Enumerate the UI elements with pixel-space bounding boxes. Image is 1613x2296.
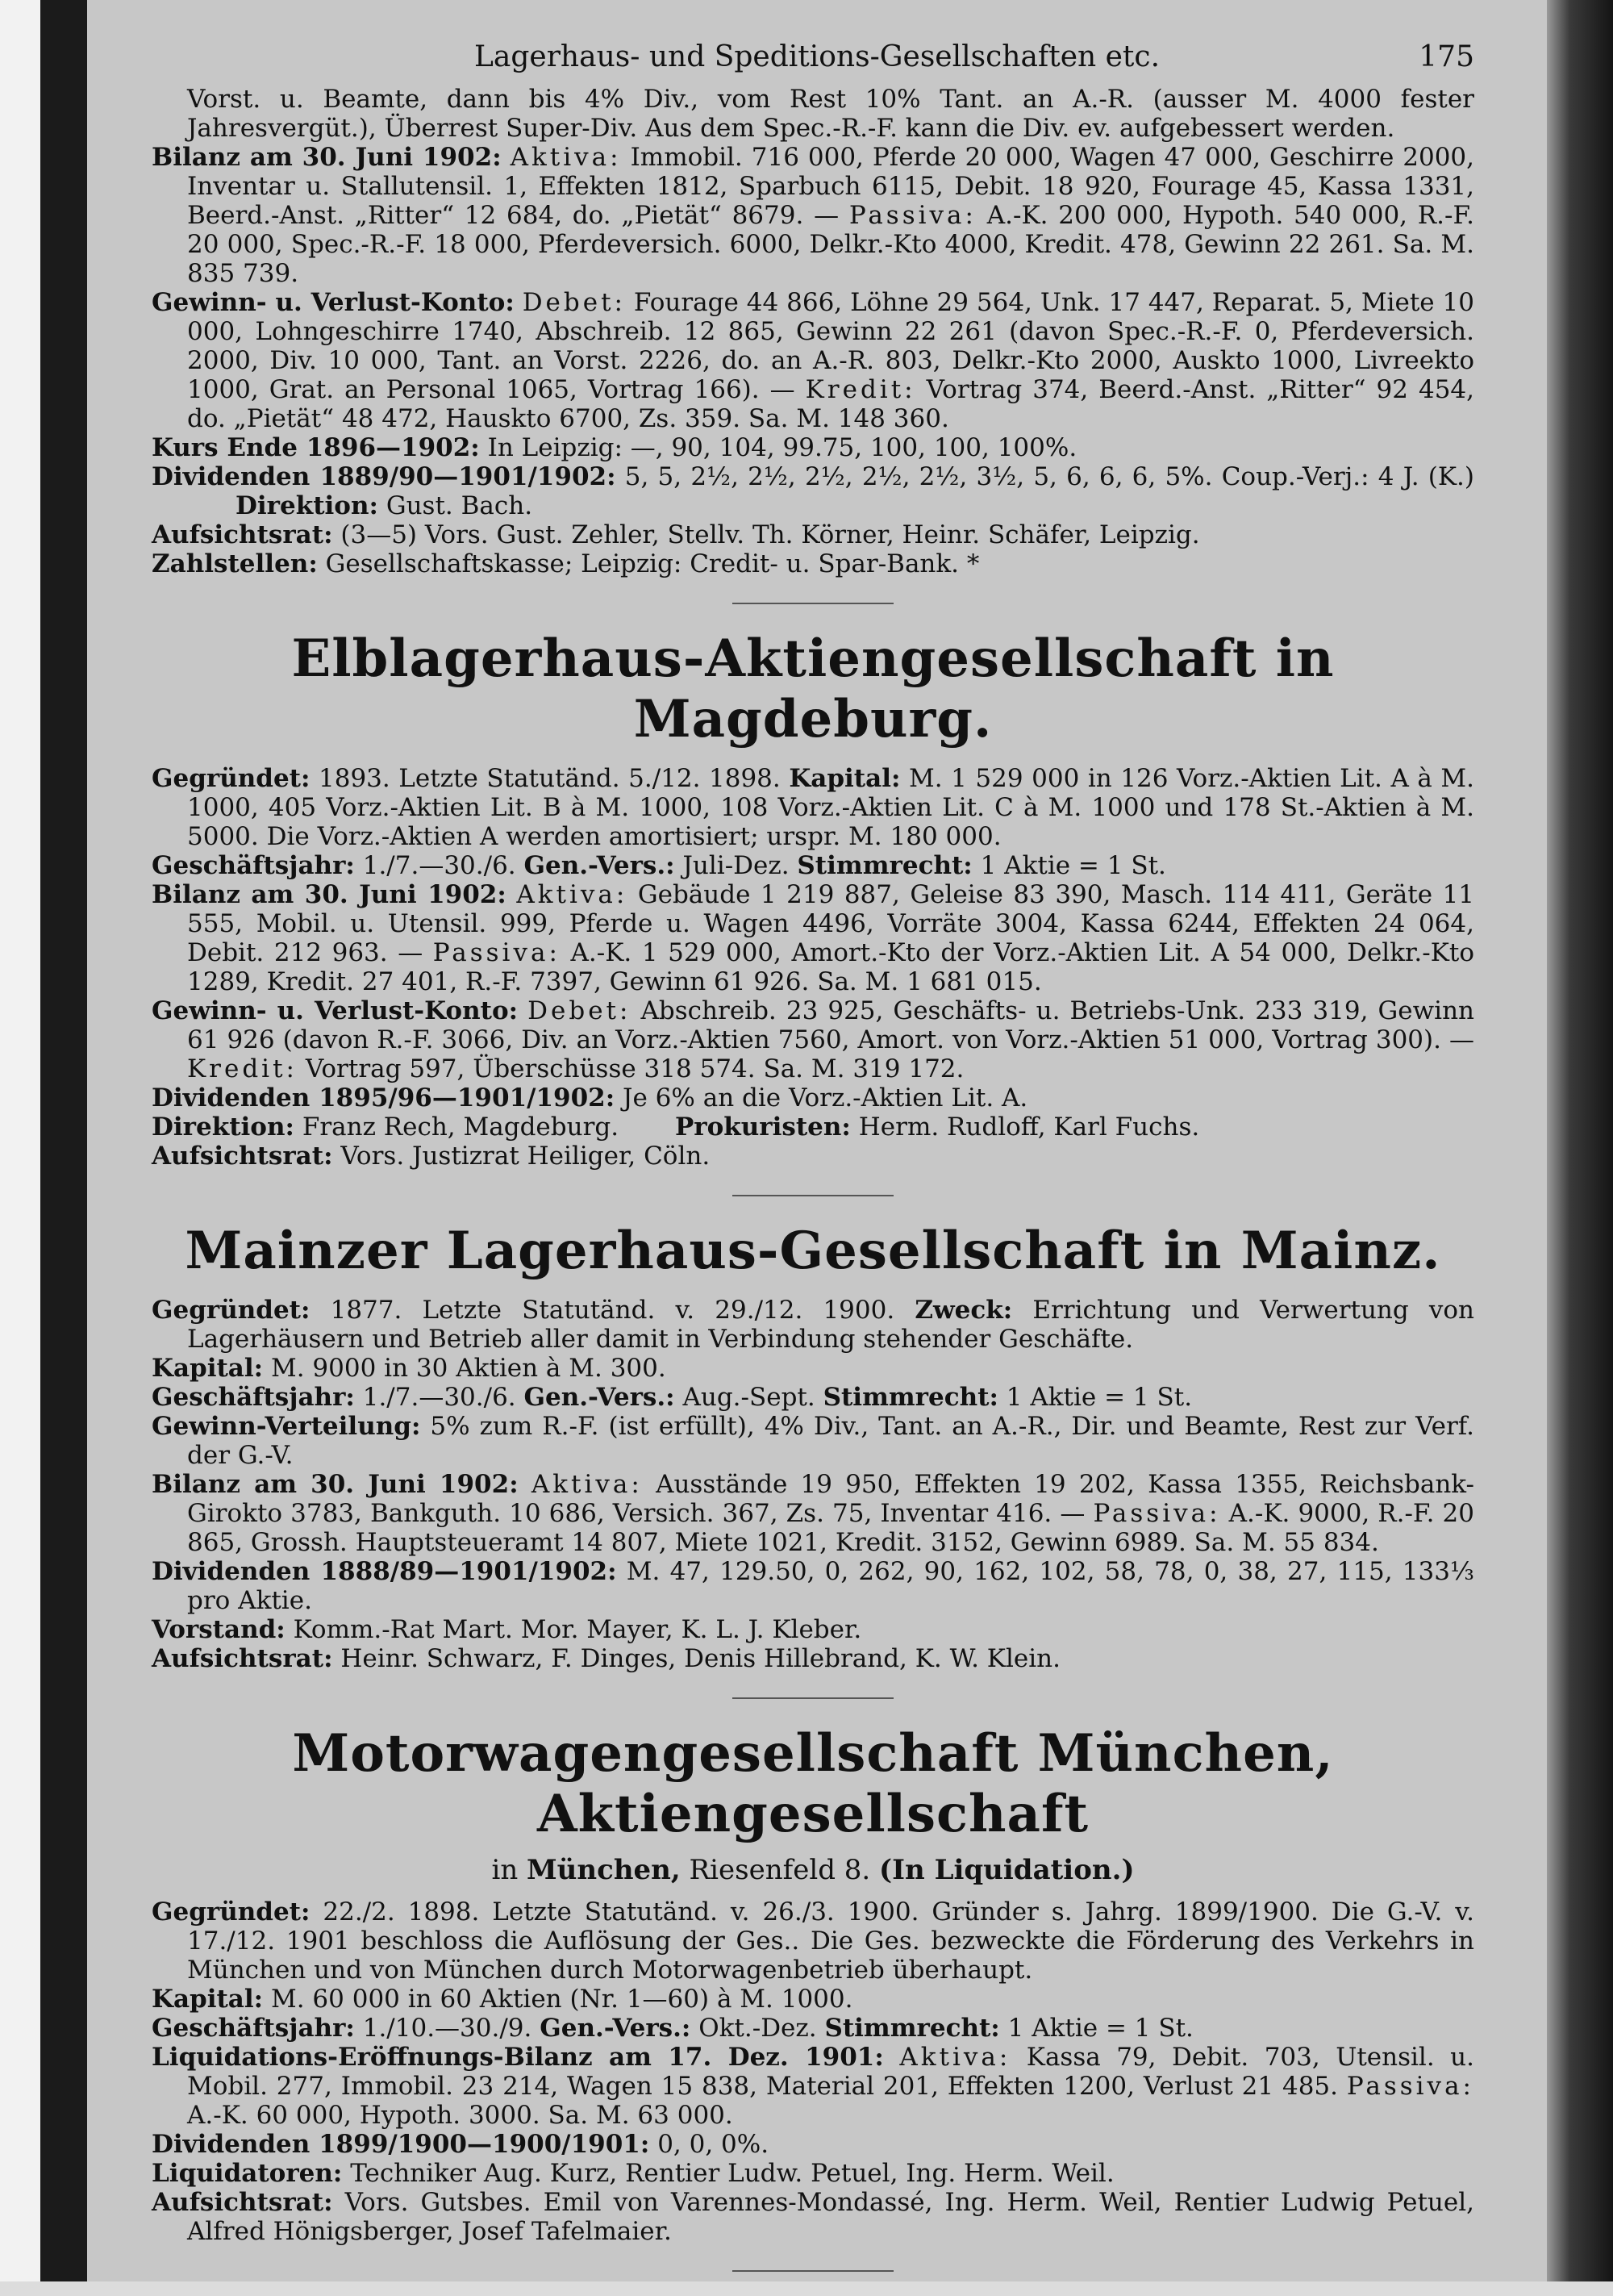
entry-liquidators: Liquidatoren: Techniker Aug. Kurz, Rentier Ludw. Petuel, Ing. Herm. Weil. bbox=[152, 2159, 1115, 2188]
entry-balance: Bilanz am 30. Juni 1902: Aktiva: Gebäude 1 219 887, Geleise 83 390, Masch. 114 411, Geräte 11 555, Mobil. u. Utensil. 999, Pferde u. Wagen 4496, Vorräte 3004, Kassa 6244, Effekten 24 064, Debit. 212 963. — Passiva: A.-K. 1 529 000, Amort.-Kto der Vorz.-Aktien Lit. A 54 000, Delkr.-Kto 1289, Kredit. 27 401, R.-F. 7397, Gewinn 61 926. Sa. M. 1 681 015. bbox=[152, 880, 1475, 996]
page-number: 175 bbox=[1419, 40, 1474, 73]
entry-kurs: Kurs Ende 1896—1902: In Leipzig: —, 90, 104, 99.75, 100, 100, 100%. bbox=[152, 433, 1077, 462]
section-divider bbox=[732, 603, 894, 604]
entry-text: Vorst. u. Beamte, dann bis 4% Div., vom Rest 10% Tant. an A.-R. (ausser M. 4000 fester Jahresvergüt.), Überrest Super-Div. Aus dem Spec.-R.-F. kann die Div. ev. aufgebessert werden. bbox=[187, 85, 1474, 143]
book-spine bbox=[40, 0, 87, 2281]
entry-pl: Gewinn- u. Verlust-Konto: Debet: Fourage 44 866, Löhne 29 564, Unk. 17 447, Reparat. 5, Miete 10 000, Lohngeschirre 1740, Abschreib. 12 865, Gewinn 22 261 (davon Spec.-R.-F. 0, Pferdeversich. 2000, Div. 10 000, Tant. an Vorst. 2226, do. an A.-R. 803, Delkr.-Kto 2000, Auskto 1000, Livreektо 1000, Grat. an Personal 1065, Vortrag 166). — Kredit: Vortrag 374, Beerd.-Anst. „Ritter“ 92 454, do. „Pietät“ 48 472, Hauskto 6700, Zs. 359. Sa. M. 148 360. bbox=[152, 288, 1474, 433]
scan-left-margin bbox=[0, 0, 40, 2281]
book-page bbox=[87, 0, 1547, 2281]
page-content bbox=[152, 40, 1474, 2296]
entry-board: Aufsichtsrat: (3—5) Vors. Gust. Zehler, Stellv. Th. Körner, Heinr. Schäfer, Leipzig. bbox=[152, 520, 1200, 549]
entry-founded: Gegründet: 1893. Letzte Statutänd. 5./12. 1898. Kapital: M. 1 529 000 in 126 Vorz.-Aktien Lit. A à M. 1000, 405 Vorz.-Aktien Lit. B à M. 1000, 108 Vorz.-Aktien Lit. C à M. 1000 und 178 St.-Aktien à M. 5000. Die Vorz.-Aktien A werden amortisiert; urspr. M. 180 000. bbox=[152, 764, 1475, 851]
entry-pl: Gewinn- u. Verlust-Konto: Debet: Abschreib. 23 925, Geschäfts- u. Betriebs-Unk. 233 319, Gewinn 61 926 (davon R.-F. 3066, Div. an Vorz.-Aktien 7560, Amort. von Vorz.-Aktien 51 000, Vortrag 300). — Kredit: Vortrag 597, Überschüsse 318 574. Sa. M. 319 172. bbox=[152, 996, 1475, 1083]
entry-dividends: Dividenden 1888/89—1901/1902: M. 47, 129.50, 0, 262, 90, 162, 102, 58, 78, 0, 38, 27, 115, 133⅓ pro Aktie. bbox=[152, 1557, 1474, 1615]
entry-profit-distribution: Gewinn-Verteilung: 5% zum R.-F. (ist erfüllt), 4% Div., Tant. an A.-R., Dir. und Beamte, Rest zur Verf. der G.-V. bbox=[152, 1412, 1474, 1470]
section-divider bbox=[732, 1195, 894, 1196]
section-divider bbox=[732, 2270, 894, 2272]
entry-board: Aufsichtsrat: Vors. Gutsbes. Emil von Varennes-Mondassé, Ing. Herm. Weil, Rentier Ludwig Petuel, Alfred Hönigsberger, Josef Tafelmaier. bbox=[152, 2188, 1474, 2246]
company-title: Motorwagengesellschaft München, Aktiengesellschaft bbox=[292, 1723, 1334, 1844]
entry-dividends: Dividenden 1899/1900—1900/1901: 0, 0, 0%. bbox=[152, 2130, 769, 2159]
entry-founded: Gegründet: 22./2. 1898. Letzte Statutänd. v. 26./3. 1900. Gründer s. Jahrg. 1899/1900. Die G.-V. v. 17./12. 1901 beschloss die Auflösung der Ges.. Die Ges. bezweckte die Förderung des Verkehrs in München und von München durch Motorwagenbetrieb überhaupt. bbox=[152, 1897, 1474, 1985]
entry-balance: Bilanz am 30. Juni 1902: Aktiva: Ausstände 19 950, Effekten 19 202, Kassa 1355, Reichsbank-Girokto 3783, Bankguth. 10 686, Versich. 367, Zs. 75, Inventar 416. — Passiva: A.-K. 9000, R.-F. 20 865, Grossh. Hauptsteueramt 14 807, Miete 1021, Kredit. 3152, Gewinn 6989. Sa. M. 55 834. bbox=[152, 1470, 1475, 1557]
entry-board: Aufsichtsrat: Vors. Justizrat Heiliger, Cöln. bbox=[152, 1142, 711, 1171]
entry-balance: Bilanz am 30. Juni 1902: Aktiva: Immobil. 716 000, Pferde 20 000, Wagen 47 000, Geschirre 2000, Inventar u. Stallutensil. 1, Effekten 1812, Sparbuch 6115, Debit. 18 920, Fourage 45, Kassa 1331, Beerd.-Anst. „Ritter“ 12 684, do. „Pietät“ 8679. — Passiva: A.-K. 200 000, Hypoth. 540 000, R.-F. 20 000, Spec.-R.-F. 18 000, Pferdeversich. 6000, Delkr.-Kto 4000, Kredit. 478, Gewinn 22 261. Sa. M. 835 739. bbox=[152, 143, 1474, 288]
section-divider bbox=[732, 1697, 894, 1699]
page-right-edge bbox=[1547, 0, 1613, 2281]
running-header bbox=[152, 40, 1474, 73]
entry-management: Direktion: Franz Rech, Magdeburg. Prokuristen: Herm. Rudloff, Karl Fuchs. bbox=[152, 1113, 1200, 1142]
entry-founded: Gegründet: 1877. Letzte Statutänd. v. 29./12. 1900. Zweck: Errichtung und Verwertung von Lagerhäusern und Betrieb aller damit in Verbindung stehender Geschäfte. bbox=[152, 1296, 1475, 1354]
entry-board: Aufsichtsrat: Heinr. Schwarz, F. Dinges, Denis Hillebrand, K. W. Klein. bbox=[152, 1644, 1061, 1673]
entry-paying-agents: Zahlstellen: Gesellschaftskasse; Leipzig: Credit- u. Spar-Bank. * bbox=[152, 549, 980, 578]
entry-dividends: Dividenden 1895/96—1901/1902: Je 6% an die Vorz.-Aktien Lit. A. bbox=[152, 1083, 1028, 1113]
entry-management: Vorstand: Komm.-Rat Mart. Mor. Mayer, K. L. J. Kleber. bbox=[152, 1615, 862, 1644]
entry-capital: Kapital: M. 60 000 in 60 Aktien (Nr. 1—60) à M. 1000. bbox=[152, 1985, 853, 2014]
entry-fiscal: Geschäftsjahr: 1./7.—30./6. Gen.-Vers.: Aug.-Sept. Stimmrecht: 1 Aktie = 1 St. bbox=[152, 1383, 1193, 1412]
company-subtitle: in München, Riesenfeld 8. (In Liquidation.) bbox=[491, 1854, 1135, 1886]
entry-dividends: Dividenden 1889/90—1901/1902: 5, 5, 2½, 2½, 2½, 2½, 2½, 3½, 5, 6, 6, 6, 5%. Coup.-Verj.: 4 J. (K.) Direktion: Gust. Bach. bbox=[152, 462, 1475, 520]
company-title: Elblagerhaus-Aktiengesellschaft in Magdeburg. bbox=[291, 628, 1335, 749]
company-title: Mainzer Lagerhaus-Gesellschaft in Mainz. bbox=[185, 1221, 1441, 1281]
entry-fiscal: Geschäftsjahr: 1./7.—30./6. Gen.-Vers.: Juli-Dez. Stimmrecht: 1 Aktie = 1 St. bbox=[152, 851, 1166, 880]
entry-balance: Liquidations-Eröffnungs-Bilanz am 17. Dez. 1901: Aktiva: Kassa 79, Debit. 703, Utensil. u. Mobil. 277, Immobil. 23 214, Wagen 15 838, Material 201, Effekten 1200, Verlust 21 485. Passiva: A.-K. 60 000, Hypoth. 3000. Sa. M. 63 000. bbox=[152, 2043, 1474, 2130]
running-title: Lagerhaus- und Speditions-Gesellschaften etc. bbox=[474, 40, 1161, 73]
entry-fiscal: Geschäftsjahr: 1./10.—30./9. Gen.-Vers.: Okt.-Dez. Stimmrecht: 1 Aktie = 1 St. bbox=[152, 2014, 1194, 2043]
entry-capital: Kapital: M. 9000 in 30 Aktien à M. 300. bbox=[152, 1354, 666, 1383]
